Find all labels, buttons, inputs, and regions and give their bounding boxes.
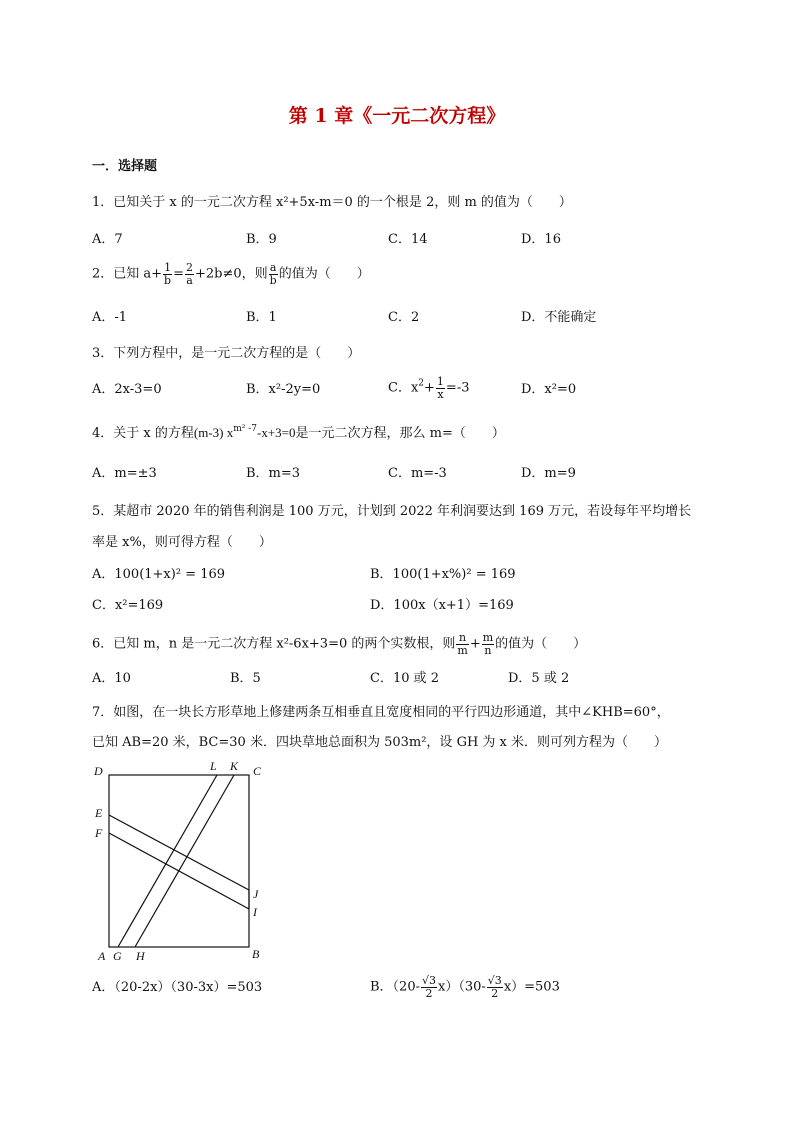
q5-line-1: 5．某超市 2020 年的销售利润是 100 万元，计划到 2022 年利润要达到 169 万元，若设每年平均增长 bbox=[92, 504, 692, 519]
q5-option-d: D．100x（x+1）=169 bbox=[370, 598, 514, 613]
q6-option-d: D．5 或 2 bbox=[508, 671, 570, 686]
q2-option-d: D．不能确定 bbox=[521, 310, 597, 325]
label-j: J bbox=[253, 887, 259, 901]
q7-line-1: 7．如图，在一块长方形草地上修建两条互相垂直且宽度相同的平行四边形通道，其中∠KHB=60°， bbox=[92, 705, 670, 720]
q6-frac-1: $\frac{n}{m}$ bbox=[457, 631, 468, 657]
q7-option-b: B．（20- $\frac{√3}{2}$ x）（30- $\frac{√3}{2}$ x）=503 bbox=[370, 974, 560, 1000]
label-c: C bbox=[253, 764, 262, 778]
q2-frac-2: $\frac{2}{a}$ bbox=[186, 261, 193, 287]
q3-frac: $\frac{1}{x}$ bbox=[436, 375, 444, 401]
q1-option-d: D．16 bbox=[521, 232, 561, 247]
q5-line-2: 率是 x%，则可得方程（ ） bbox=[92, 535, 272, 550]
path-gl bbox=[118, 775, 217, 947]
q4-option-b: B．m=3 bbox=[246, 466, 301, 481]
page-title: 第 1 章《一元二次方程》 bbox=[288, 105, 506, 127]
q2-frac-1: $\frac{1}{b}$ bbox=[164, 261, 172, 287]
q7-frac-2: $\frac{√3}{2}$ bbox=[487, 974, 502, 1000]
q6-stem: 6．已知 m，n 是一元二次方程 x²-6x+3=0 的两个实数根，则 $\frac{n}{m}$ + $\frac{m}{n}$ 的值为（ ） bbox=[92, 631, 587, 657]
q4-option-c: C．m=-3 bbox=[388, 466, 447, 481]
q3-option-a: A．2x-3=0 bbox=[92, 382, 162, 397]
q6-option-a: A．10 bbox=[92, 671, 131, 686]
q6-frac-2: $\frac{m}{n}$ bbox=[482, 631, 494, 657]
q7-line-2: 已知 AB=20 米，BC=30 米．四块草地总面积为 503m²，设 GH 为 x 米．则可列方程为（ ） bbox=[92, 735, 668, 750]
q2-stem: 2．已知 a+ $\frac{1}{b}$ = $\frac{2}{a}$ +2b≠0，则 $\frac{a}{b}$ 的值为（ ） bbox=[92, 261, 370, 287]
q5-option-b: B．100(1+x%)² = 169 bbox=[370, 567, 516, 582]
section-heading: 一．选择题 bbox=[92, 159, 158, 174]
path-hk bbox=[135, 775, 234, 947]
q2-option-b: B．1 bbox=[246, 310, 277, 325]
path-fi bbox=[109, 833, 249, 909]
q3-stem: 3．下列方程中，是一元二次方程的是（ ） bbox=[92, 346, 361, 361]
q2-option-c: C．2 bbox=[388, 310, 420, 325]
label-a: A bbox=[98, 949, 106, 963]
label-i: I bbox=[253, 905, 257, 919]
q1-stem: 1．已知关于 x 的一元二次方程 x²+5x-m＝0 的一个根是 2，则 m 的值为（ ） bbox=[92, 195, 572, 210]
label-h: H bbox=[136, 949, 145, 963]
path-ej bbox=[109, 815, 249, 890]
q1-option-b: B．9 bbox=[246, 232, 277, 247]
label-g: G bbox=[113, 949, 122, 963]
q6-option-c: C．10 或 2 bbox=[370, 671, 440, 686]
label-d: D bbox=[94, 764, 103, 778]
q2-option-a: A．-1 bbox=[92, 310, 128, 325]
q2-frac-3: $\frac{a}{b}$ bbox=[269, 261, 277, 287]
q5-option-c: C．x²=169 bbox=[92, 598, 164, 613]
q4-option-a: A．m=±3 bbox=[92, 466, 157, 481]
q3-option-d: D．x²=0 bbox=[521, 382, 577, 397]
label-k: K bbox=[230, 759, 239, 773]
q6-option-b: B．5 bbox=[230, 671, 261, 686]
q2-text-pre: 2．已知 a+ bbox=[92, 266, 163, 282]
q4-option-d: D．m=9 bbox=[521, 466, 576, 481]
q1-option-a: A．7 bbox=[92, 232, 123, 247]
q4-stem: 4．关于 x 的方程(m-3) $x^{m^2 -7}-x+3=0$是一元二次方程，那么 m=（ ） bbox=[92, 424, 505, 441]
q1-option-c: C．14 bbox=[388, 232, 428, 247]
q3-option-c: C．$x^2+$ $\frac{1}{x}$ =-3 bbox=[388, 375, 470, 401]
label-f: F bbox=[95, 826, 103, 840]
q7-figure bbox=[90, 758, 270, 968]
label-e: E bbox=[95, 806, 103, 820]
q3-option-b: B．x²-2y=0 bbox=[246, 382, 321, 397]
q7-frac-1: $\frac{√3}{2}$ bbox=[422, 974, 437, 1000]
q7-option-a: A．（20-2x）（30-3x）=503 bbox=[92, 980, 263, 995]
q5-option-a: A．100(1+x)² = 169 bbox=[92, 567, 226, 582]
rectangle-abcd bbox=[109, 775, 249, 947]
label-l: L bbox=[210, 759, 217, 773]
label-b: B bbox=[252, 947, 260, 961]
